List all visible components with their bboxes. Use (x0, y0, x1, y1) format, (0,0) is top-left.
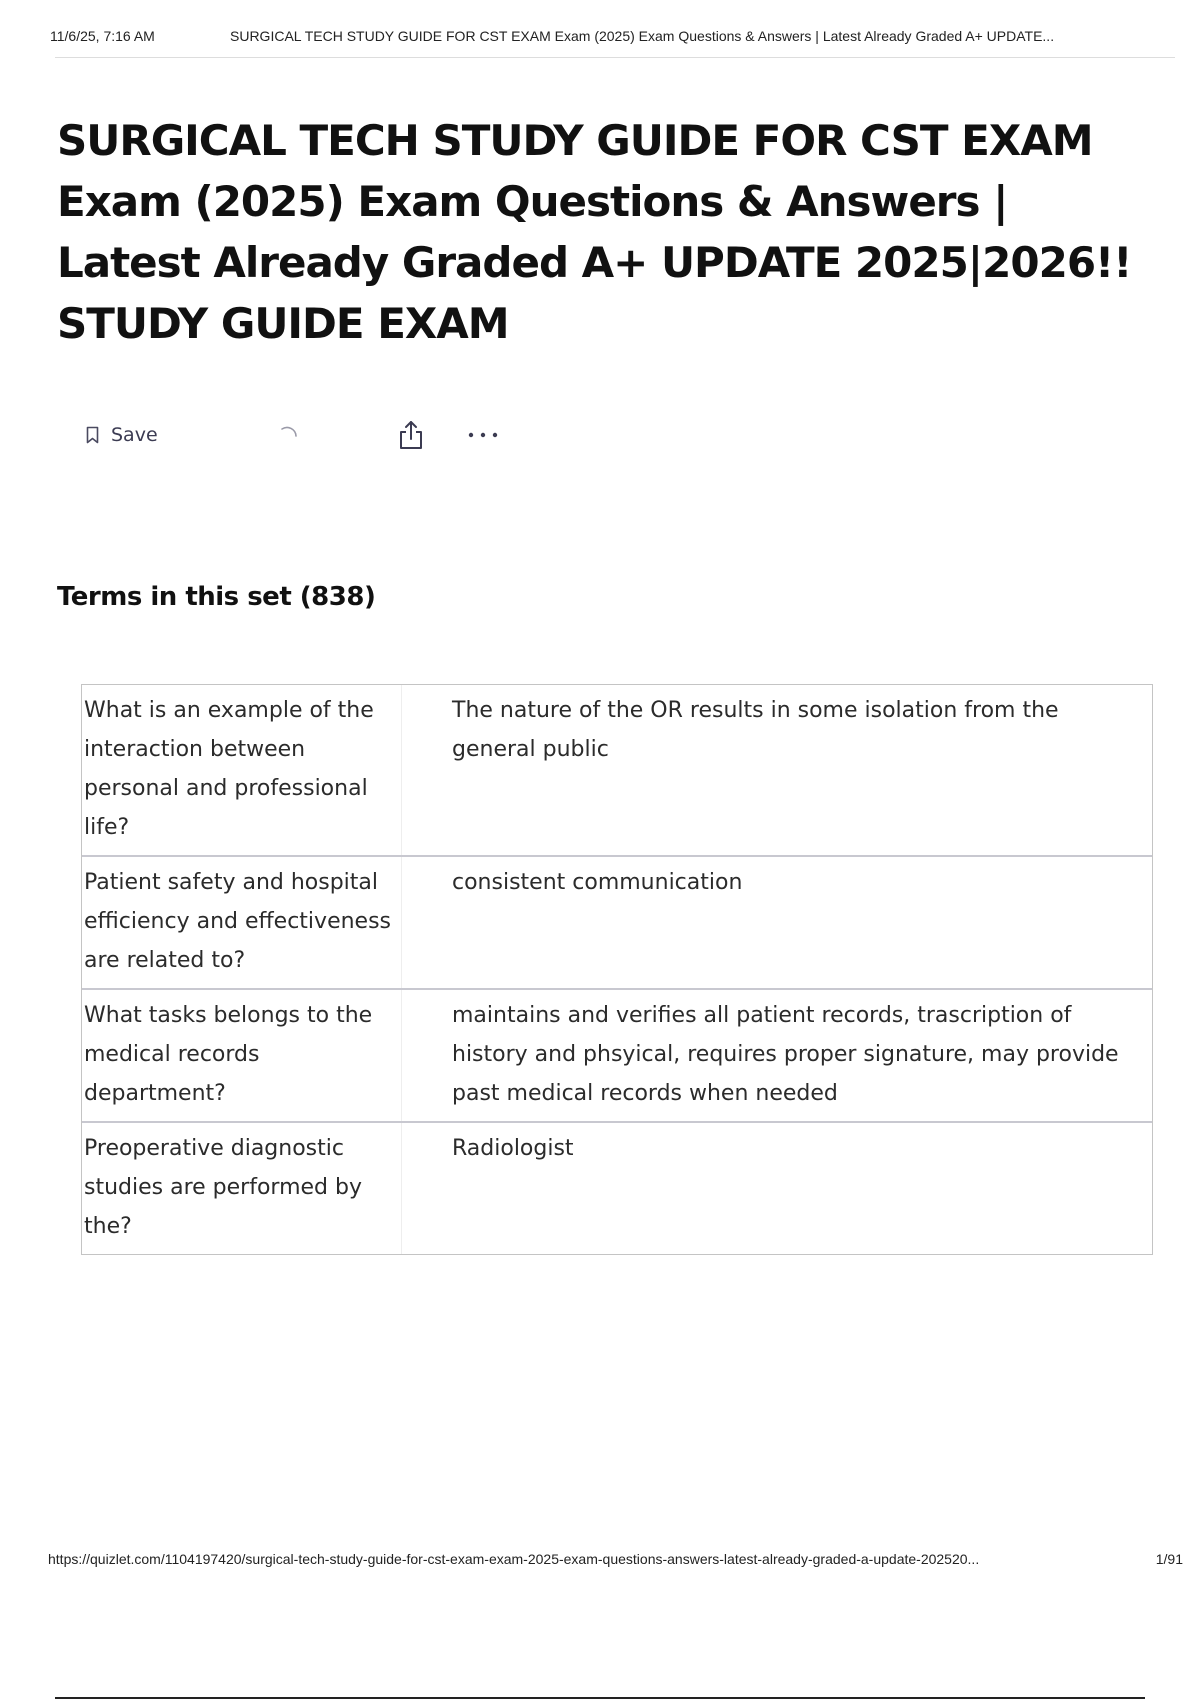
bookmark-icon (86, 426, 99, 444)
term-text: What is an example of the interaction between personal and professional life? (82, 685, 402, 855)
bottom-divider (55, 1697, 1145, 1699)
term-text: Patient safety and hospital efficiency and effectiveness are related to? (82, 857, 402, 988)
action-bar (86, 418, 526, 458)
save-button[interactable] (86, 424, 158, 446)
header-divider (55, 57, 1175, 58)
term-row (82, 988, 1152, 1121)
terms-table (81, 684, 1153, 1255)
print-header-title: SURGICAL TECH STUDY GUIDE FOR CST EXAM Exam (2025) Exam Questions & Answers | Latest Already Graded A+ UPDATE... (230, 28, 1055, 44)
definition-text: Radiologist (452, 1136, 574, 1161)
term-row (82, 685, 1152, 855)
page-title: SURGICAL TECH STUDY GUIDE FOR CST EXAM Exam (2025) Exam Questions & Answers | Latest Already Graded A+ UPDATE 2025|2026!! STUDY GUIDE EXAM (57, 116, 1132, 348)
spinner-icon (278, 424, 300, 446)
definition-text: consistent communication (452, 870, 743, 895)
term-text: What tasks belongs to the medical records department? (82, 990, 402, 1121)
definition-text: maintains and verifies all patient records, trascription of history and phsyical, requires proper signature, may provide past medical records when needed (452, 1003, 1119, 1106)
print-date: 11/6/25, 7:16 AM (50, 28, 155, 44)
term-text: Preoperative diagnostic studies are performed by the? (82, 1123, 402, 1254)
terms-heading: Terms in this set (838) (57, 582, 376, 612)
page-number: 1/91 (1155, 1551, 1183, 1567)
term-row (82, 1121, 1152, 1254)
page-url: https://quizlet.com/1104197420/surgical-tech-study-guide-for-cst-exam-exam-2025-exam-questions-answers-latest-already-graded-a-update-202520... (48, 1551, 980, 1567)
term-row (82, 855, 1152, 988)
more-icon[interactable] (466, 420, 500, 450)
print-footer (48, 1551, 1183, 1567)
definition-text: The nature of the OR results in some isolation from the general public (452, 698, 1059, 762)
print-header (50, 28, 1180, 44)
share-icon[interactable] (398, 420, 424, 450)
save-label: Save (111, 424, 158, 446)
